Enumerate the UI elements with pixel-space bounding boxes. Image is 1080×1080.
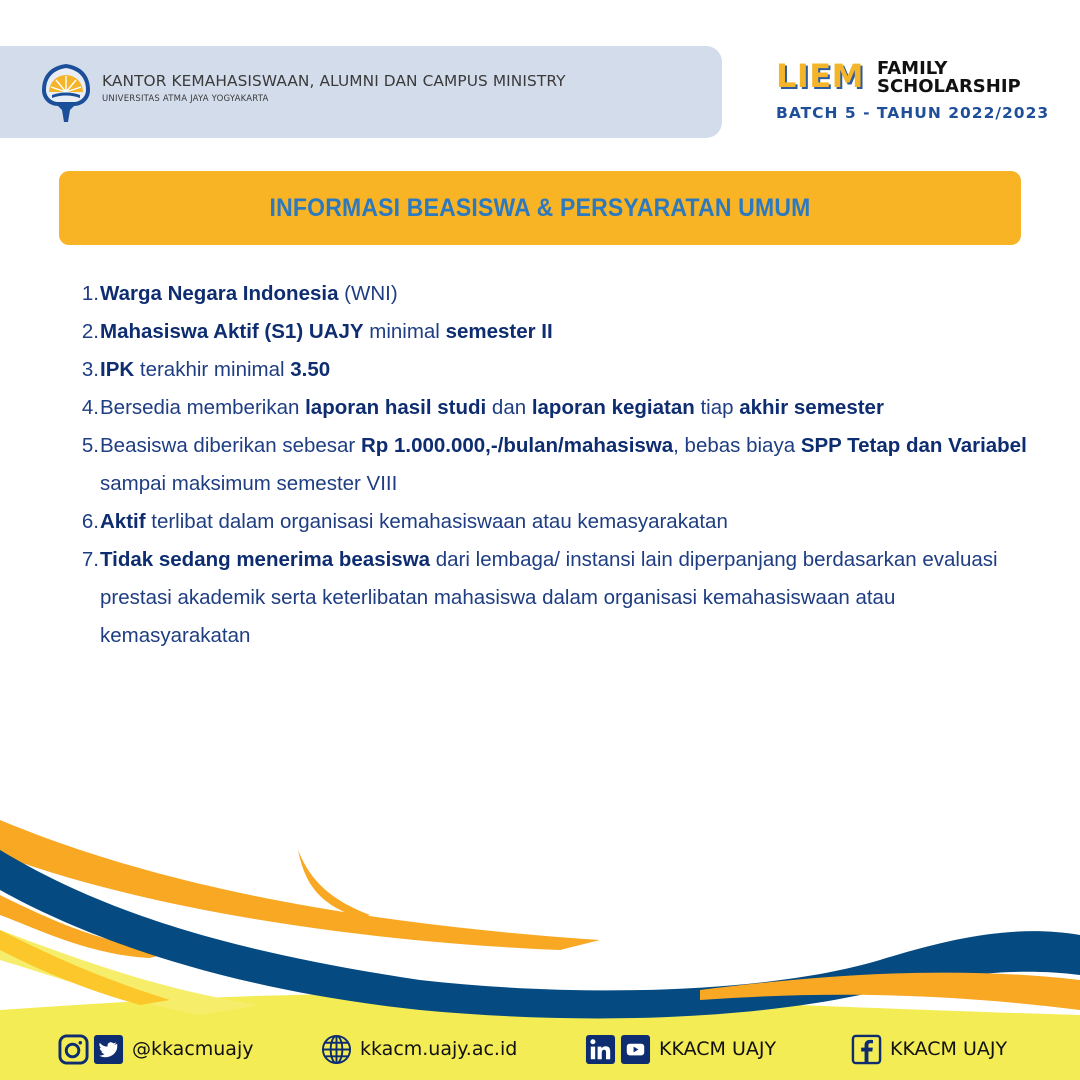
requirement-plain: , bebas biaya (673, 434, 801, 457)
requirement-emphasis: IPK (100, 358, 135, 381)
requirement-number: 6. (81, 510, 99, 533)
requirement-plain: terakhir minimal (134, 358, 291, 381)
requirement-emphasis: Rp 1.000.000,-/bulan/mahasiswa (360, 434, 674, 457)
footer-facebook[interactable] (851, 1032, 1007, 1066)
requirement-emphasis: laporan kegiatan (531, 396, 695, 419)
office-name: KANTOR KEMAHASISWAAN, ALUMNI DAN CAMPUS MINISTRY (102, 72, 566, 90)
requirement-plain: (WNI) (338, 282, 398, 305)
social-handle-text: @kkacmuajy (132, 1038, 254, 1060)
requirement-number: 4. (81, 396, 99, 419)
requirement-item (74, 427, 1034, 503)
requirement-plain: Bersedia memberikan (100, 396, 306, 419)
requirement-plain: minimal (363, 320, 446, 343)
university-crest-icon (40, 62, 92, 124)
footer (0, 1020, 1080, 1080)
requirement-plain: terlibat dalam organisasi kemahasiswaan atau kemasyarakatan (145, 510, 728, 533)
requirement-item (74, 275, 1034, 313)
requirement-text (99, 503, 1034, 541)
requirement-text (99, 389, 1034, 427)
requirement-plain: tiap (694, 396, 740, 419)
requirement-item (74, 541, 1034, 655)
requirement-number: 1. (81, 282, 99, 305)
brand-batch: BATCH 5 - TAHUN 2022/2023 (776, 104, 1050, 122)
requirement-number: 3. (81, 358, 99, 381)
requirement-plain: dari lembaga/ instansi lain diperpanjang berdasarkan evaluasi prestasi akademik serta keterlibatan mahasiswa dalam organisasi kemahasiswaan atau kemasyarakatan (100, 548, 998, 647)
linkedin-youtube-text: KKACM UAJY (659, 1038, 777, 1060)
requirement-plain: sampai maksimum semester VIII (100, 472, 398, 495)
brand-logo (776, 58, 1056, 128)
footer-social-handle[interactable] (58, 1032, 253, 1066)
requirement-number: 5. (81, 434, 99, 457)
website-text[interactable]: kkacm.uajy.ac.id (360, 1038, 518, 1060)
requirement-text (99, 313, 1034, 351)
requirement-plain: Beasiswa diberikan sebesar (100, 434, 361, 457)
requirement-plain: dan (486, 396, 532, 419)
globe-icon (321, 1034, 352, 1065)
requirement-emphasis: Warga Negara Indonesia (100, 282, 339, 305)
brand-family: FAMILY (877, 58, 948, 79)
requirement-item (74, 313, 1034, 351)
footer-linkedin-youtube[interactable] (585, 1032, 776, 1066)
requirement-emphasis: Tidak sedang menerima beasiswa (100, 548, 431, 571)
facebook-text: KKACM UAJY (890, 1038, 1008, 1060)
requirement-text (99, 541, 1034, 655)
instagram-icon[interactable] (58, 1034, 89, 1065)
requirement-text (99, 427, 1034, 503)
footer-website[interactable] (321, 1032, 517, 1066)
title-banner (59, 171, 1021, 245)
requirement-item (74, 389, 1034, 427)
requirement-number: 2. (81, 320, 99, 343)
requirement-emphasis: SPP Tetap dan Variabel (800, 434, 1027, 457)
requirements-list (74, 275, 1034, 655)
page-title: INFORMASI BEASISWA & PERSYARATAN UMUM (269, 193, 811, 222)
requirement-emphasis: laporan hasil studi (305, 396, 487, 419)
requirement-emphasis: semester II (445, 320, 553, 343)
requirement-text (99, 275, 1034, 313)
requirement-item (74, 503, 1034, 541)
requirement-number: 7. (81, 548, 99, 571)
university-name: UNIVERSITAS ATMA JAYA YOGYAKARTA (102, 94, 269, 104)
header-bar (0, 46, 722, 138)
twitter-icon[interactable] (93, 1034, 124, 1065)
requirement-emphasis: Mahasiswa Aktif (S1) UAJY (100, 320, 364, 343)
youtube-icon[interactable] (620, 1034, 651, 1065)
brand-scholarship: SCHOLARSHIP (877, 76, 1021, 97)
linkedin-icon[interactable] (585, 1034, 616, 1065)
facebook-icon[interactable] (851, 1034, 882, 1065)
requirement-emphasis: akhir semester (739, 396, 884, 419)
requirement-item (74, 351, 1034, 389)
requirement-emphasis: Aktif (100, 510, 146, 533)
requirement-emphasis: 3.50 (290, 358, 331, 381)
requirement-text (99, 351, 1034, 389)
brand-liem: LIEM (776, 57, 864, 95)
